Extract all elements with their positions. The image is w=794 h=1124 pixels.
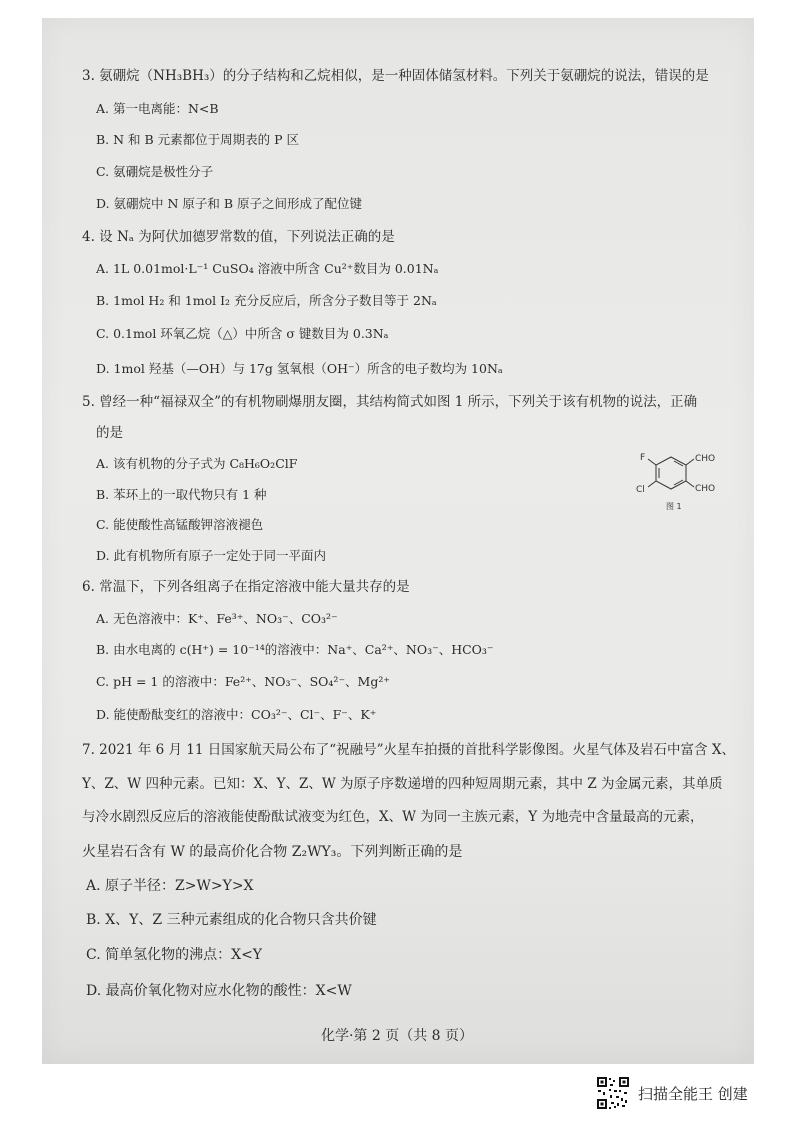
q3-option-d: D. 氨硼烷中 N 原子和 B 原子之间形成了配位键: [96, 196, 363, 211]
scanner-watermark: [596, 1076, 748, 1110]
figure-1-structure: [628, 447, 728, 517]
qr-code-icon: [596, 1076, 630, 1110]
q7-stem-line3: 与冷水剧烈反应后的溶液能使酚酞试液变为红色，X、W 为同一主族元素，Y 为地壳中含量最高的元素，: [82, 809, 704, 825]
bond-f: [648, 459, 656, 465]
group-cho-1: CHO: [695, 454, 716, 464]
bond-cl: [648, 481, 656, 487]
group-cho-2: CHO: [695, 484, 716, 494]
q3-stem: 3. 氨硼烷（NH₃BH₃）的分子结构和乙烷相似，是一种固体储氢材料。下列关于氨硼烷的说法，错误的是: [82, 68, 709, 84]
q5-option-c: C. 能使酸性高锰酸钾溶液褪色: [96, 517, 264, 532]
bond-cho-1: [686, 459, 694, 465]
q5-option-d: D. 此有机物所有原子一定处于同一平面内: [96, 548, 327, 563]
q6-stem: 6. 常温下，下列各组离子在指定溶液中能大量共存的是: [82, 579, 410, 595]
atom-f: F: [640, 453, 646, 463]
q7-option-a: A. 原子半径：Z>W>Y>X: [86, 878, 254, 894]
q3-option-a: A. 第一电离能：N<B: [96, 101, 219, 116]
q5-option-b: B. 苯环上的一取代物只有 1 种: [96, 487, 267, 502]
q5-stem-line1: 5. 曾经一种“福禄双全”的有机物刷爆朋友圈，其结构简式如图 1 所示，下列关于该有机物的说法，正确: [82, 394, 698, 410]
q7-stem-line2: Y、Z、W 四种元素。已知：X、Y、Z、W 为原子序数递增的四种短周期元素，其中 Z 为金属元素，其单质: [82, 776, 723, 792]
benzene-ring: [656, 457, 686, 489]
q6-option-a: A. 无色溶液中：K⁺、Fe³⁺、NO₃⁻、CO₃²⁻: [96, 611, 338, 626]
q5-stem-line2: 的是: [96, 425, 123, 441]
q7-stem-line4: 火星岩石含有 W 的最高价化合物 Z₂WY₃。下列判断正确的是: [82, 844, 463, 860]
q7-option-b: B. X、Y、Z 三种元素组成的化合物只含共价键: [86, 912, 377, 928]
q6-option-c: C. pH = 1 的溶液中：Fe²⁺、NO₃⁻、SO₄²⁻、Mg²⁺: [96, 674, 390, 689]
q4-option-a: A. 1L 0.01mol·L⁻¹ CuSO₄ 溶液中所含 Cu²⁺数目为 0.01Nₐ: [96, 261, 439, 276]
atom-cl: Cl: [636, 485, 645, 495]
q4-option-d: D. 1mol 羟基（—OH）与 17g 氢氧根（OH⁻）所含的电子数均为 10Nₐ: [96, 361, 503, 376]
q4-option-c: C. 0.1mol 环氧乙烷（△）中所含 σ 键数目为 0.3Nₐ: [96, 326, 389, 341]
q3-option-b: B. N 和 B 元素都位于周期表的 P 区: [96, 132, 300, 147]
q6-option-b: B. 由水电离的 c(H⁺) = 10⁻¹⁴的溶液中：Na⁺、Ca²⁺、NO₃⁻、HCO₃⁻: [96, 642, 494, 657]
q5-option-a: A. 该有机物的分子式为 C₈H₆O₂ClF: [96, 456, 298, 471]
bond-cho-2: [686, 481, 694, 487]
q7-option-d: D. 最高价氧化物对应水化物的酸性：X<W: [86, 983, 352, 999]
q6-option-d: D. 能使酚酞变红的溶液中：CO₃²⁻、Cl⁻、F⁻、K⁺: [96, 707, 377, 722]
q7-option-c: C. 简单氢化物的沸点：X<Y: [86, 947, 263, 963]
watermark-text: 扫描全能王 创建: [638, 1084, 748, 1103]
figure-caption: 图 1: [666, 502, 682, 511]
q4-option-b: B. 1mol H₂ 和 1mol I₂ 充分反应后，所含分子数目等于 2Nₐ: [96, 293, 437, 308]
q7-stem-line1: 7. 2021 年 6 月 11 日国家航天局公布了“祝融号”火星车拍摄的首批科学影像图。火星气体及岩石中富含 X、: [82, 742, 735, 758]
q4-stem: 4. 设 Nₐ 为阿伏加德罗常数的值，下列说法正确的是: [82, 229, 395, 245]
page-footer: 化学·第 2 页（共 8 页）: [320, 1028, 474, 1044]
q3-option-c: C. 氨硼烷是极性分子: [96, 164, 214, 179]
